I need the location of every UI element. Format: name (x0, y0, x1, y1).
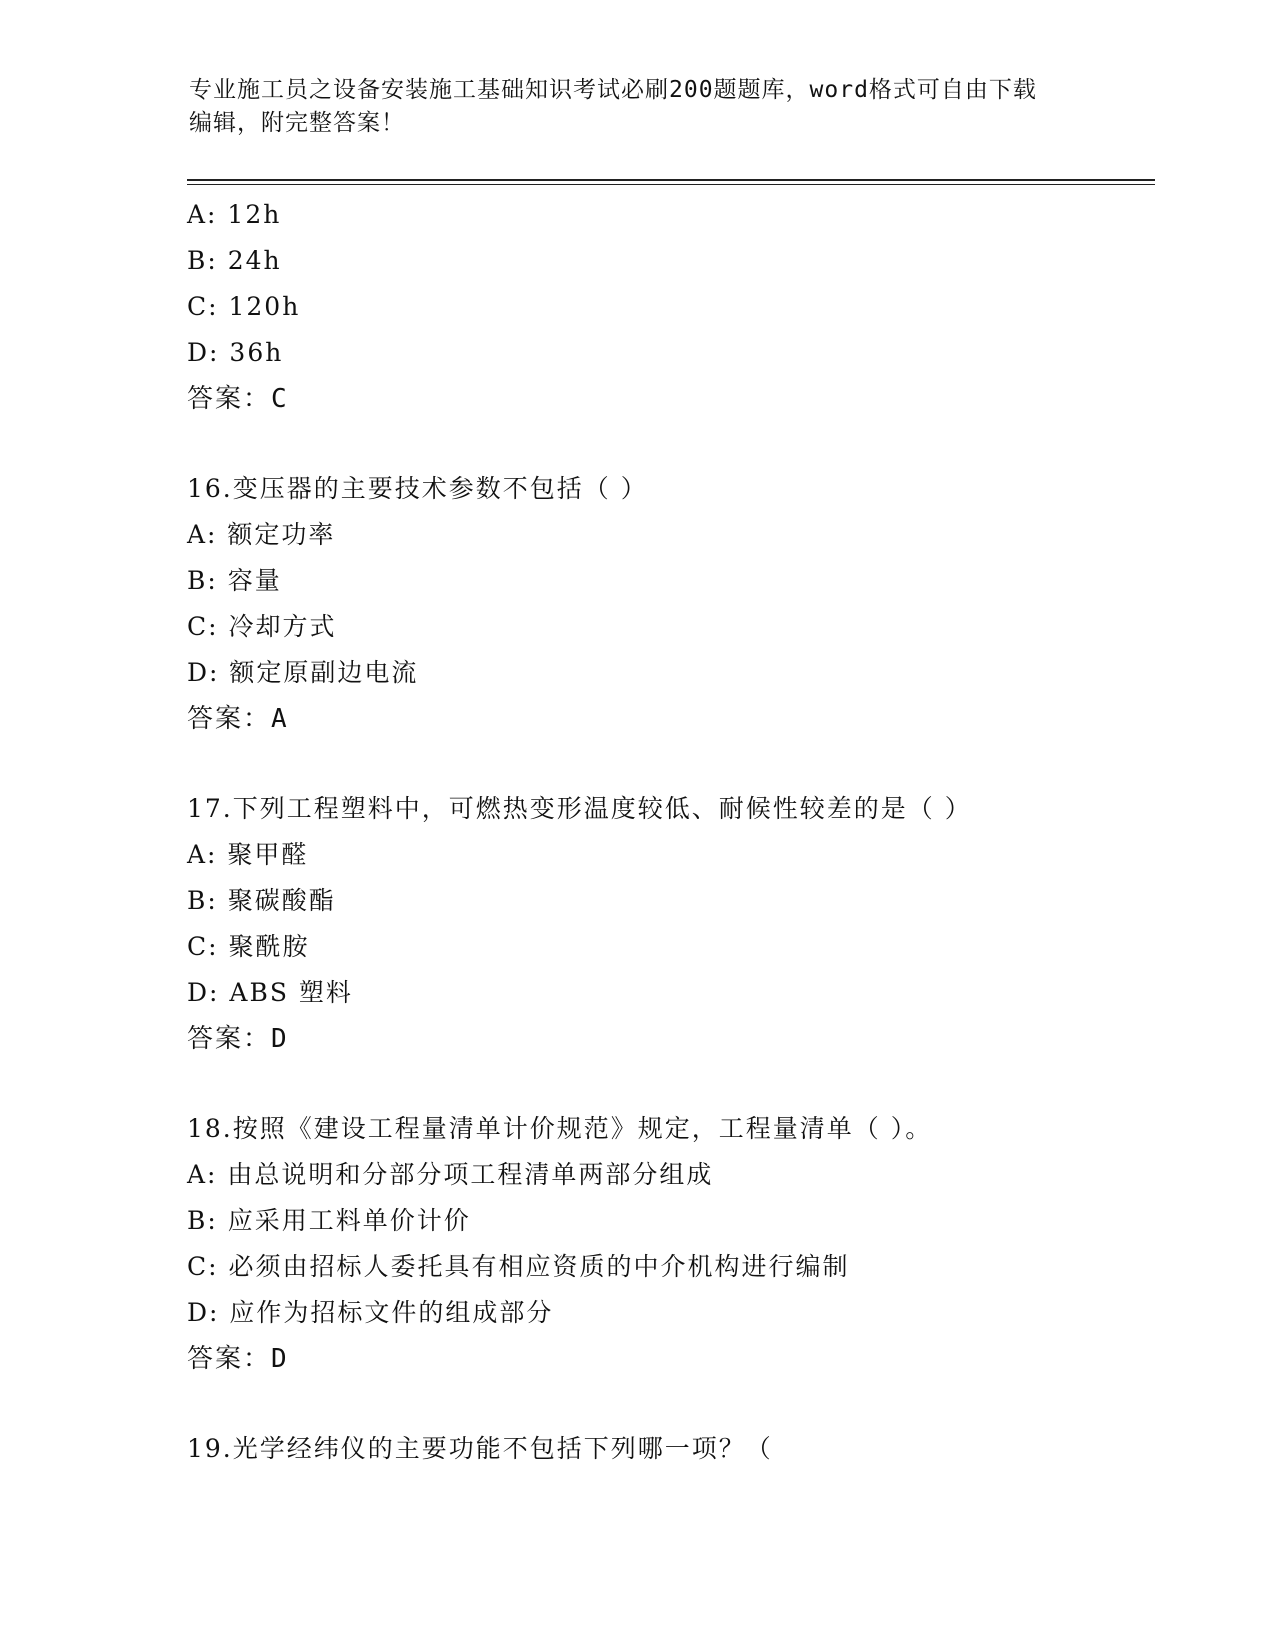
option-c: C: 必须由招标人委托具有相应资质的中介机构进行编制 (187, 1252, 850, 1281)
option-b: B: 24h (187, 246, 282, 275)
answer-value: C (271, 384, 288, 414)
answer-line (187, 376, 1147, 422)
question-19 (187, 1426, 1147, 1472)
answer-label: 答案： (187, 704, 272, 734)
answer-value: D (271, 1344, 288, 1374)
option-b: B: 容量 (187, 566, 282, 595)
header-divider-thin (187, 184, 1155, 185)
answer-value: A (271, 704, 288, 734)
document-header (189, 74, 1089, 140)
question-gap (187, 742, 1147, 786)
option-a: A: 由总说明和分部分项工程清单两部分组成 (187, 1160, 714, 1189)
question-18 (187, 1106, 1147, 1382)
question-title: 19.光学经纬仪的主要功能不包括下列哪一项？（ (187, 1434, 773, 1463)
answer-line (187, 696, 1147, 742)
question-gap (187, 1062, 1147, 1106)
header-line-1: 专业施工员之设备安装施工基础知识考试必刷200题题库，word格式可自由下载 (189, 77, 1037, 103)
option-c: C: 120h (187, 292, 301, 321)
question-16 (187, 466, 1147, 742)
question-title: 18.按照《建设工程量清单计价规范》规定，工程量清单（ ）。 (187, 1114, 933, 1143)
option-d: D: 额定原副边电流 (187, 658, 419, 687)
answer-label: 答案： (187, 384, 272, 414)
option-d: D: 36h (187, 338, 284, 367)
answer-line (187, 1016, 1147, 1062)
question-gap (187, 1382, 1147, 1426)
option-a: A: 聚甲醛 (187, 840, 309, 869)
option-b: B: 应采用工料单价计价 (187, 1206, 471, 1235)
header-divider-thick (187, 179, 1155, 181)
option-c: C: 冷却方式 (187, 612, 337, 641)
answer-label: 答案： (187, 1024, 272, 1054)
answer-value: D (271, 1024, 288, 1054)
option-a: A: 12h (187, 200, 282, 229)
document-body (187, 192, 1147, 1472)
option-a: A: 额定功率 (187, 520, 336, 549)
question-title: 16.变压器的主要技术参数不包括（ ） (187, 474, 648, 503)
answer-line (187, 1336, 1147, 1382)
question-15-continued (187, 192, 1147, 422)
answer-label: 答案： (187, 1344, 272, 1374)
header-line-2: 编辑，附完整答案！ (189, 110, 405, 136)
question-gap (187, 422, 1147, 466)
option-d: D: ABS 塑料 (187, 978, 353, 1007)
question-title: 17.下列工程塑料中，可燃热变形温度较低、耐候性较差的是（ ） (187, 794, 972, 823)
option-d: D: 应作为招标文件的组成部分 (187, 1298, 554, 1327)
option-c: C: 聚酰胺 (187, 932, 310, 961)
question-17 (187, 786, 1147, 1062)
option-b: B: 聚碳酸酯 (187, 886, 336, 915)
